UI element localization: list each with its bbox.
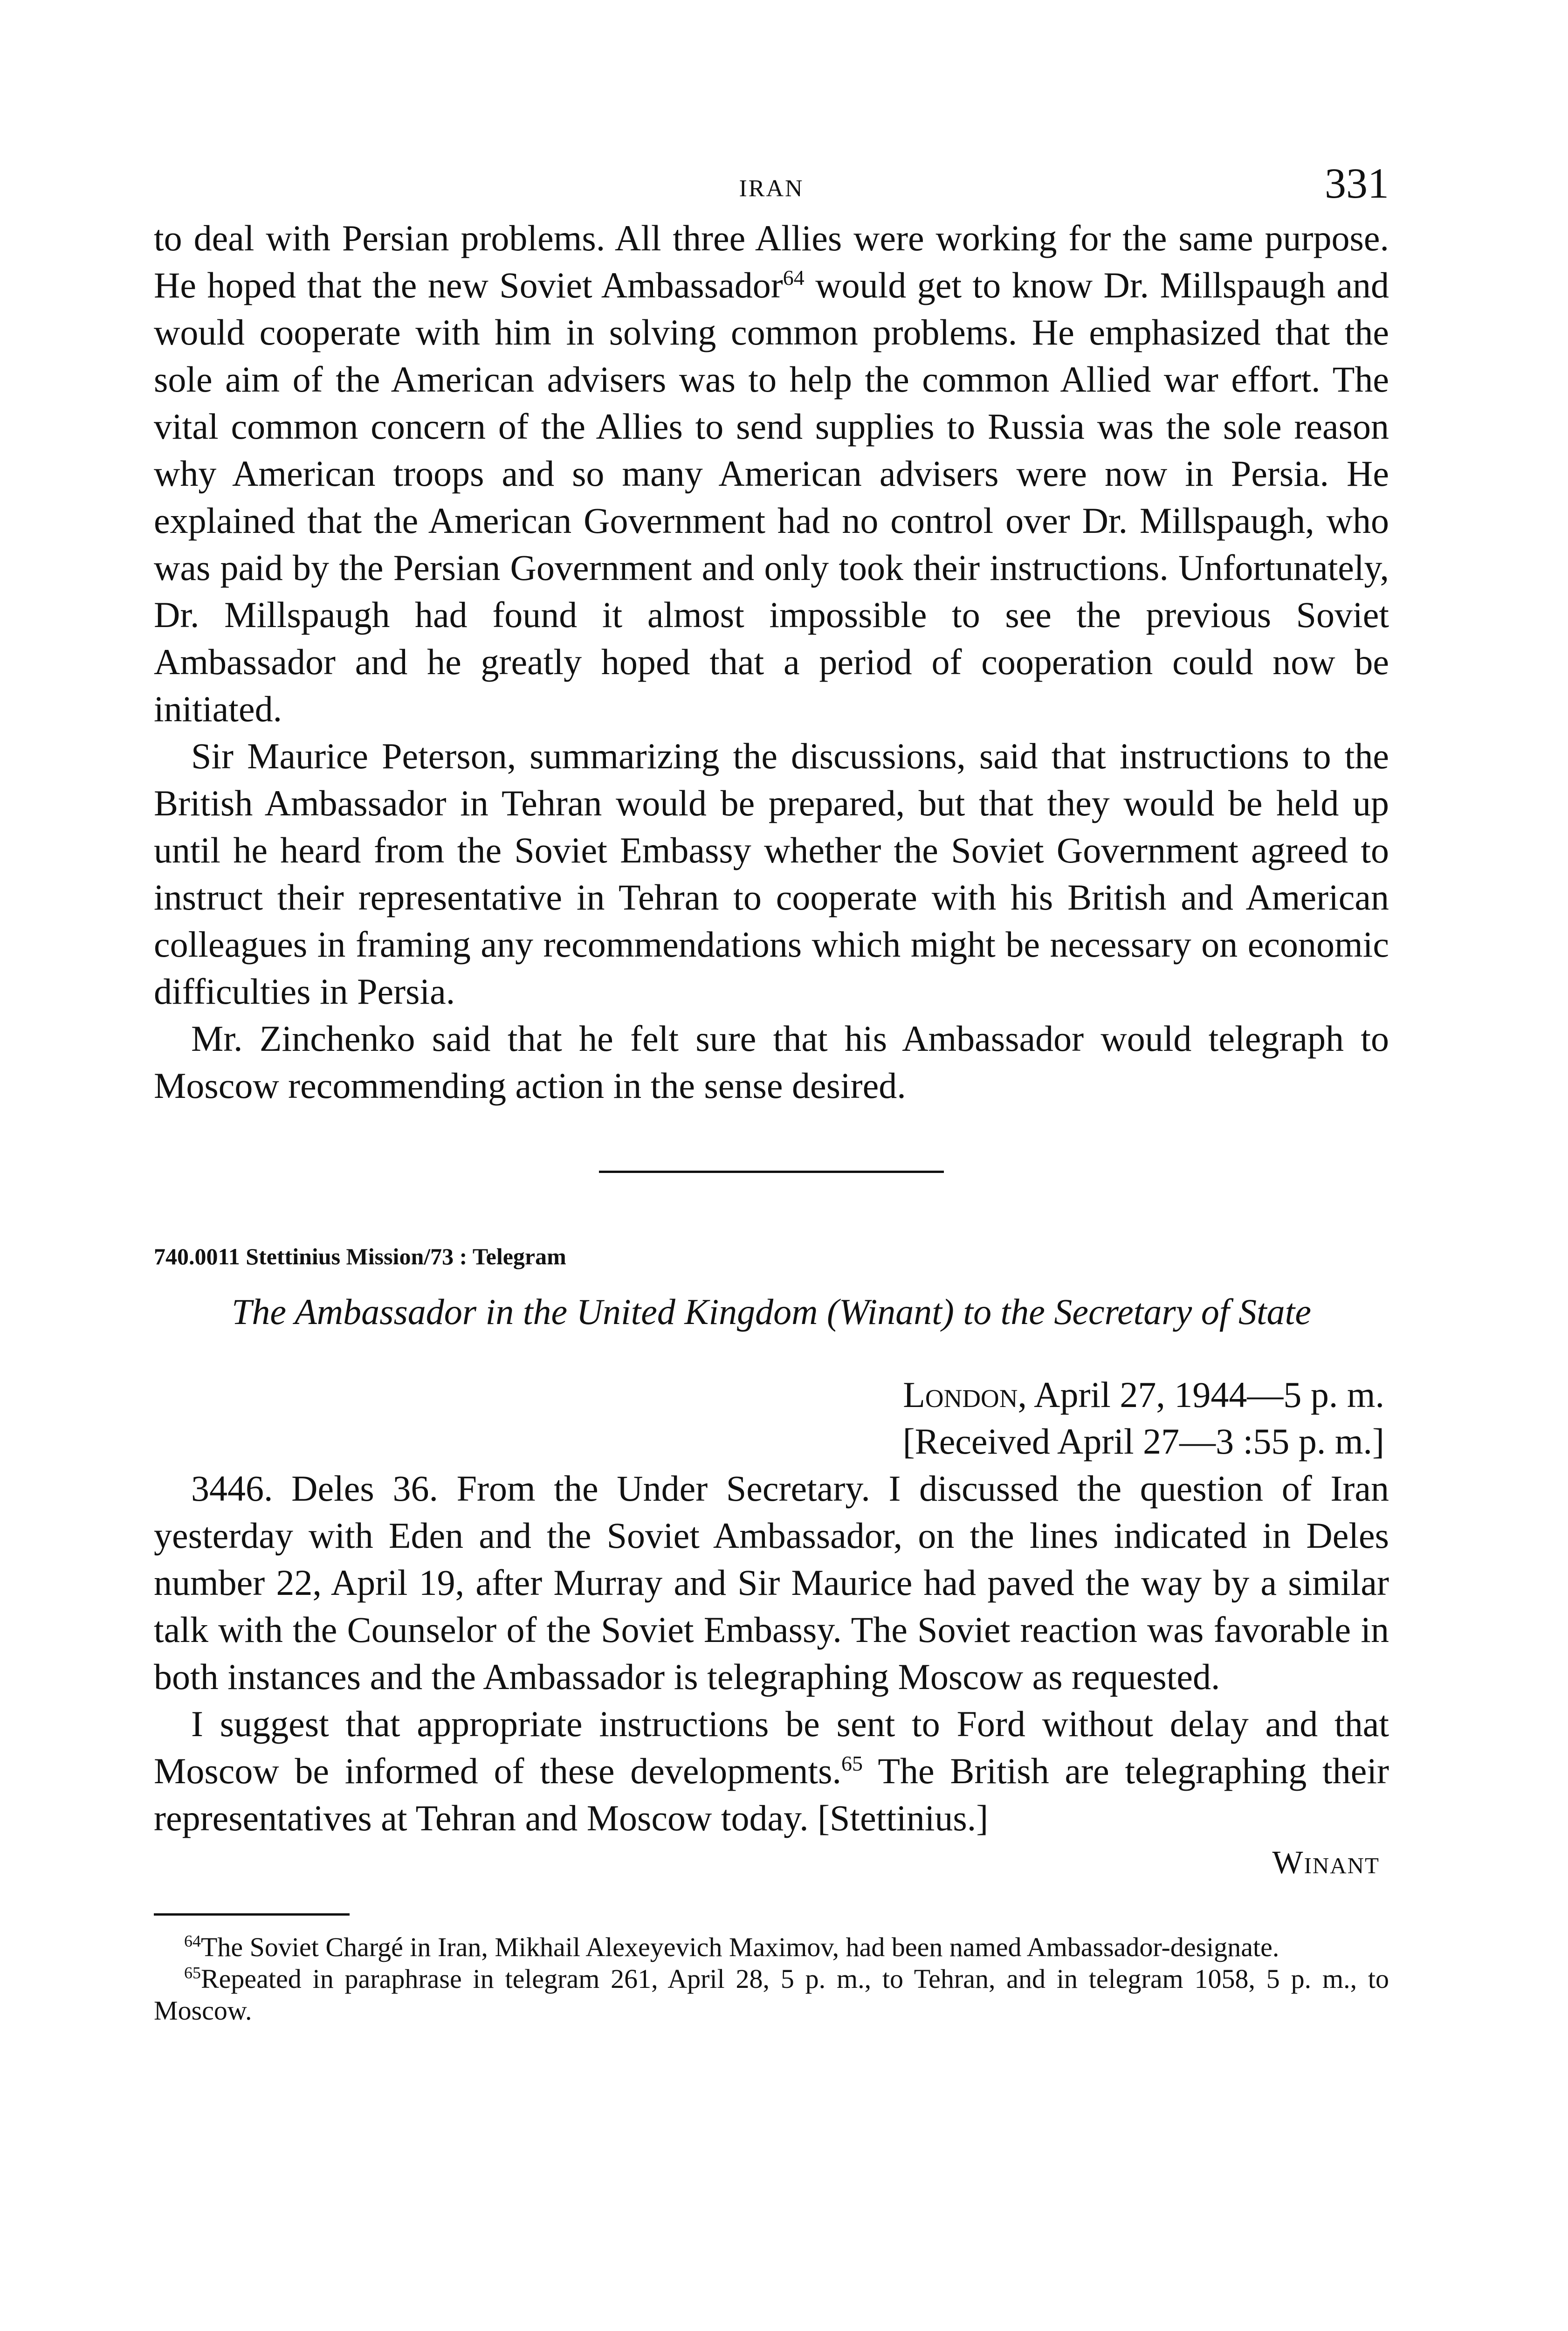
paragraph-telegram: 3446. Deles 36. From the Under Secretary. I discussed the question of Iran yesterday with Eden and the Soviet Ambassador, on the lines indicated in Deles number 22, April 19, after Murray and Sir Maurice had paved the way by a similar talk with the Counselor of the Soviet Embassy. The Soviet reaction was favorable in both instances and the Ambassador is telegraphing Moscow as requested. (154, 1468, 1389, 1697)
dateline (154, 1372, 1389, 1465)
page-number: 331 (1325, 159, 1389, 207)
file-reference: 740.0011 Stettinius Mission/73 : Telegram (154, 1243, 566, 1269)
dateline-city: London (903, 1374, 1018, 1415)
paragraph-zinchenko: Mr. Zinchenko said that he felt sure that his Ambassador would telegraph to Moscow recommending action in the sense desired. (154, 1018, 1389, 1106)
section-divider (599, 1171, 944, 1173)
footnote-mark: 65 (184, 1963, 201, 1982)
footnote-divider (154, 1913, 350, 1916)
paragraph-text: to deal with Persian problems. All three Allies were working for the same purpose. He hoped that the new Soviet Ambassador (154, 218, 1389, 305)
footnote-mark: 64 (184, 1931, 201, 1951)
dateline-received: [Received April 27—3 :55 p. m.] (902, 1421, 1384, 1462)
footnote-65 (154, 1963, 1389, 2027)
paragraph-text: The British are telegraphing their representatives at Tehran and Moscow today. [Stettinius.] (154, 1751, 1389, 1838)
running-title: IRAN (739, 175, 804, 202)
footnote-64 (154, 1931, 1389, 1963)
dateline-sent (154, 1372, 1384, 1418)
footnotes (154, 1931, 1389, 2027)
document-title: The Ambassador in the United Kingdom (Winant) to the Secretary of State (232, 1291, 1311, 1332)
paragraph-peterson: Sir Maurice Peterson, summarizing the discussions, said that instructions to the British Ambassador in Tehran would be prepared, but that they would be held up until he heard from the Soviet Embassy whether the Soviet Government agreed to instruct their representative in Tehran to cooperate with his British and American colleagues in framing any recommendations which might be necessary on economic difficulties in Persia. (154, 736, 1389, 1012)
paragraph-continuation (154, 214, 1389, 732)
running-head (154, 154, 1389, 214)
footnote-text: The Soviet Chargé in Iran, Mikhail Alexeyevich Maximov, had been named Ambassador-designate. (201, 1932, 1279, 1962)
paragraph-text: would get to know Dr. Millspaugh and would cooperate with him in solving common problems. He emphasized that the sole aim of the American advisers was to help the common Allied war effort. The vital common concern of the Allies to send supplies to Russia was the sole reason why American troops and so many American advisers were now in Persia. He explained that the American Government had no control over Dr. Millspaugh, who was paid by the Persian Government and only took their instructions. Unfortunately, Dr. Millspaugh had found it almost impossible to see the previous Soviet Ambassador and he greatly hoped that a period of cooperation could now be initiated. (154, 265, 1389, 729)
footnote-text: Repeated in paraphrase in telegram 261, April 28, 5 p. m., to Tehran, and in telegram 1058, 5 p. m., to Moscow. (154, 1964, 1389, 2026)
paragraph-suggestion (154, 1700, 1389, 1841)
footnote-ref-64: 64 (783, 266, 805, 290)
dateline-date: , April 27, 1944—5 p. m. (1018, 1374, 1384, 1415)
page (154, 154, 1389, 2027)
signature: Winant (1272, 1845, 1380, 1881)
paragraph-text: I suggest that appropriate instructions be sent to Ford without delay and that Moscow be informed of these developments. (154, 1703, 1389, 1791)
footnote-ref-65: 65 (841, 1752, 863, 1775)
